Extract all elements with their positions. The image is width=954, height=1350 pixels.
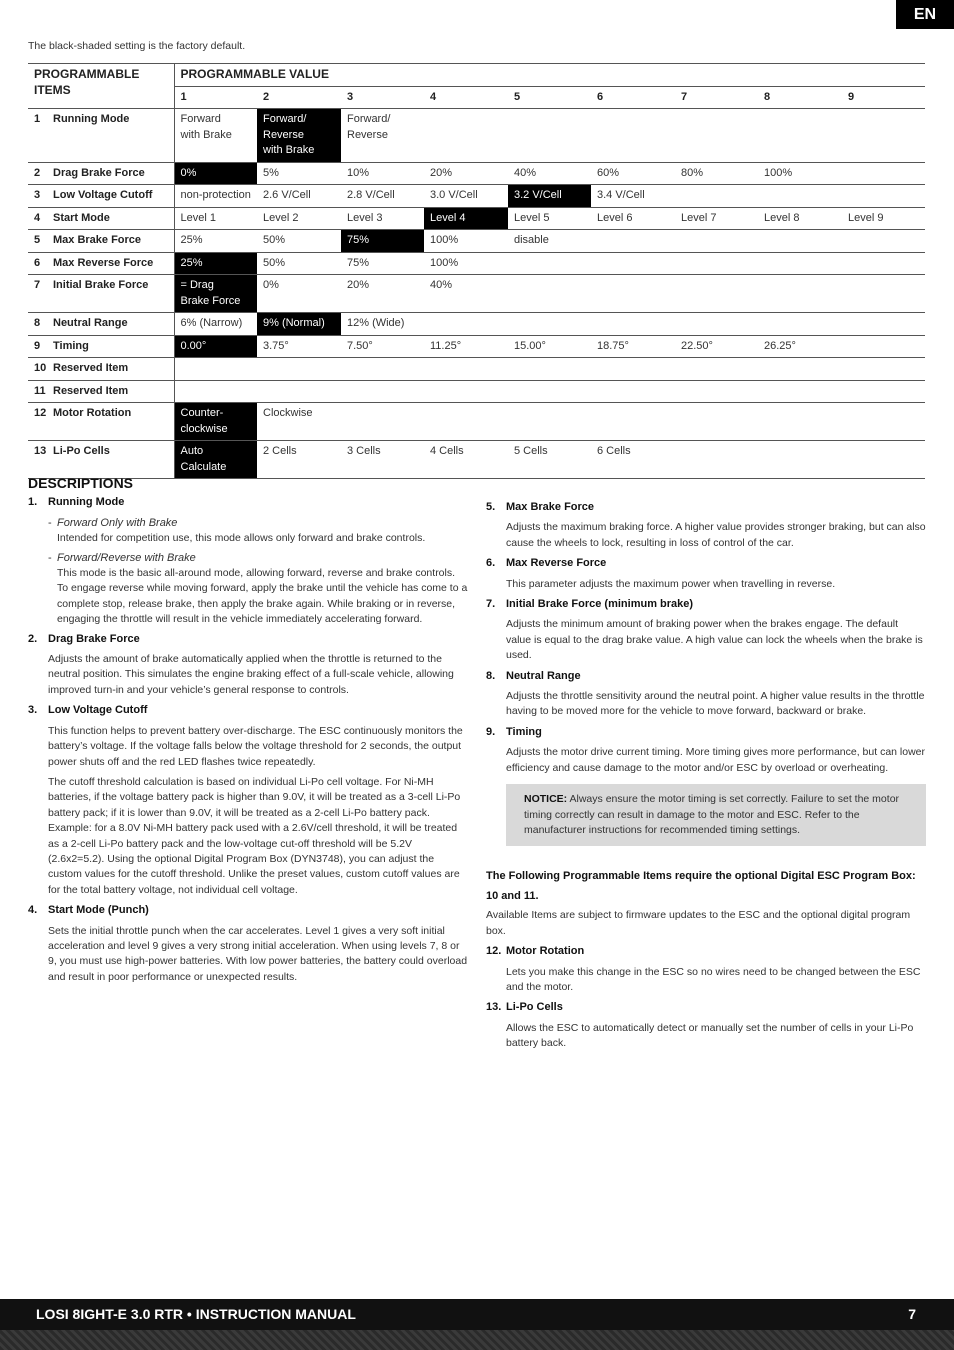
value-cell-default: Forward/ Reverse with Brake (257, 109, 341, 163)
descriptions-right-column (486, 497, 926, 1057)
value-cell: 0% (257, 275, 341, 313)
value-cell (675, 230, 758, 253)
value-cell: Forward/ Reverse (341, 109, 424, 163)
value-cell-default: 75% (341, 230, 424, 253)
table-row (28, 230, 925, 253)
value-cell (842, 185, 925, 208)
section-motor-rotation-text: Lets you make this change in the ESC so no wires need to be changed between the ESC and the motor. (506, 965, 921, 993)
value-cell: Level 2 (257, 207, 341, 230)
value-cell: non-protection (174, 185, 257, 208)
value-cell (591, 252, 675, 275)
value-cell (675, 109, 758, 163)
value-cell-default: = Drag Brake Force (174, 275, 257, 313)
value-cell (675, 441, 758, 479)
programmable-items-table (28, 63, 925, 479)
section-neutral-range-heading: 8. Neutral Range (486, 669, 581, 682)
value-cell: Level 1 (174, 207, 257, 230)
table-row (28, 441, 925, 479)
value-cell: 3.75° (257, 335, 341, 358)
value-cell (758, 403, 842, 441)
value-cell (675, 275, 758, 313)
value-cell: Clockwise (257, 403, 341, 441)
value-cell: 4 Cells (424, 441, 508, 479)
optional-items-text: Available Items are subject to firmware updates to the ESC and the optional digital program box. (486, 909, 911, 937)
column-number-3: 3 (341, 86, 424, 109)
value-cell: 2.8 V/Cell (341, 185, 424, 208)
value-cell (842, 313, 925, 336)
value-cell (508, 109, 591, 163)
column-number-5: 5 (508, 86, 591, 109)
manual-title: LOSI 8IGHT-E 3.0 RTR • INSTRUCTION MANUAL (36, 1306, 356, 1322)
page-number: 7 (908, 1306, 916, 1322)
column-number-1: 1 (174, 86, 257, 109)
value-cell: 11.25° (424, 335, 508, 358)
section-lipo-cells-text: Allows the ESC to automatically detect or manually set the number of cells in your Li-Po battery back. (506, 1021, 914, 1050)
section-running-mode-heading: 1. Running Mode (28, 496, 125, 509)
section-max-brake-text: Adjusts the maximum braking force. A higher value provides stronger braking, but can also cause the wheels to lock, resulting in loss of control of the car. (506, 521, 926, 549)
value-cell-empty (174, 380, 925, 403)
section-initial-brake-text: Adjusts the minimum amount of braking power when the brakes engage. The default value is equal to the drag brake value. A high value can lock the wheels when the brake is used. (506, 618, 923, 662)
section-lipo-cells-heading: 13. Li-Po Cells (486, 1001, 563, 1014)
value-cell-empty (174, 358, 925, 381)
notice-text: Always ensure the motor timing is set correctly. Failure to set the motor timing correctly can result in damage to the motor and ESC. Refer to the manufacturer instructions for recommended timing settings. (524, 793, 900, 836)
value-cell: 6% (Narrow) (174, 313, 257, 336)
value-cell: Level 6 (591, 207, 675, 230)
section-motor-rotation-heading: 12. Motor Rotation (486, 945, 585, 958)
item-name-cell: 3 Low Voltage Cutoff (28, 185, 174, 208)
value-cell (424, 403, 508, 441)
value-cell (424, 313, 508, 336)
value-cell: 12% (Wide) (341, 313, 424, 336)
item-name-cell: 11 Reserved Item (28, 380, 174, 403)
value-cell (758, 275, 842, 313)
section-drag-brake-text: Adjusts the amount of brake automatically applied when the throttle is returned to the neutral position. This simulates the engine braking effect of a full-scale vehicle, allowing improved turn-in and your vehicle’s general response to controls. (48, 653, 454, 696)
value-cell (675, 313, 758, 336)
section-initial-brake-heading: 7. Initial Brake Force (minimum brake) (486, 598, 694, 611)
value-cell (508, 252, 591, 275)
value-cell (508, 275, 591, 313)
table-row (28, 335, 925, 358)
item-name-cell: 8 Neutral Range (28, 313, 174, 336)
section-low-voltage-heading: 3. Low Voltage Cutoff (28, 704, 148, 717)
value-cell: 60% (591, 162, 675, 185)
value-cell (842, 109, 925, 163)
value-cell-default: Counter- clockwise (174, 403, 257, 441)
column-number-4: 4 (424, 86, 508, 109)
value-cell-default: 0.00° (174, 335, 257, 358)
item-name-cell: 10 Reserved Item (28, 358, 174, 381)
section-max-brake-heading: 5. Max Brake Force (486, 501, 595, 513)
value-cell: 2 Cells (257, 441, 341, 479)
notice-label: NOTICE: (524, 793, 568, 806)
running-mode-forward-reverse: - Forward/Reverse with Brake This mode is the basic all-around mode, allowing forward, reverse and brake controls. To engage reverse while moving forward, apply the brake until the vehicle has come to a complete stop, release brake, then apply the brake again. While braking or in reverse, engaging the throttle will result in the vehicle immediately accelerating forward. (48, 551, 468, 626)
value-cell: 25% (174, 230, 257, 253)
value-cell-default: 9% (Normal) (257, 313, 341, 336)
item-name-cell: 5 Max Brake Force (28, 230, 174, 253)
column-number-6: 6 (591, 86, 675, 109)
value-cell: disable (508, 230, 591, 253)
value-cell: 20% (424, 162, 508, 185)
value-cell (675, 185, 758, 208)
section-max-reverse-text: This parameter adjusts the maximum power when travelling in reverse. (506, 577, 836, 590)
value-cell: 26.25° (758, 335, 842, 358)
item-name-cell: 6 Max Reverse Force (28, 252, 174, 275)
value-cell (842, 275, 925, 313)
section-drag-brake-heading: 2. Drag Brake Force (28, 632, 140, 645)
item-name-cell: 13 Li-Po Cells (28, 441, 174, 479)
value-cell (341, 403, 424, 441)
value-cell: 5 Cells (508, 441, 591, 479)
value-cell: 15.00° (508, 335, 591, 358)
value-cell: 6 Cells (591, 441, 675, 479)
value-cell (842, 252, 925, 275)
value-cell (758, 230, 842, 253)
value-cell: 75% (341, 252, 424, 275)
value-cell-default: 3.2 V/Cell (508, 185, 591, 208)
table-row (28, 185, 925, 208)
value-cell: Forward with Brake (174, 109, 257, 163)
page-footer (0, 1299, 954, 1350)
descriptions-title: DESCRIPTIONS (28, 475, 134, 491)
value-cell (675, 403, 758, 441)
table-row (28, 313, 925, 336)
value-cell: 80% (675, 162, 758, 185)
value-cell (758, 185, 842, 208)
table-row (28, 109, 925, 163)
value-cell-default: 0% (174, 162, 257, 185)
section-timing-text: Adjusts the motor drive current timing. More timing gives more performance, but can lower efficiency and cause damage to the motor and/or ESC by overload or overheating. (506, 746, 926, 774)
section-max-reverse-heading: 6. Max Reverse Force (486, 557, 607, 570)
value-cell (591, 403, 675, 441)
column-number-7: 7 (675, 86, 758, 109)
value-cell-default: 25% (174, 252, 257, 275)
section-start-mode-heading: 4. Start Mode (Punch) (28, 904, 149, 917)
section-neutral-range-text: Adjusts the throttle sensitivity around the neutral point. A higher value results in the throttle having to be moved more for the vehicle to move forward, backward or brake. (506, 690, 925, 718)
value-cell: Level 7 (675, 207, 758, 230)
column-number-8: 8 (758, 86, 842, 109)
value-cell: Level 9 (842, 207, 925, 230)
item-name-cell: 7 Initial Brake Force (28, 275, 174, 313)
notice-box (506, 784, 926, 846)
table-row (28, 358, 925, 381)
column-number-2: 2 (257, 86, 341, 109)
value-cell: 100% (758, 162, 842, 185)
header-programmable-value: PROGRAMMABLE VALUE (174, 64, 925, 87)
value-cell (842, 162, 925, 185)
value-cell (508, 403, 591, 441)
value-cell: Level 5 (508, 207, 591, 230)
descriptions-left-column (28, 476, 468, 990)
value-cell: 3.4 V/Cell (591, 185, 675, 208)
value-cell: 100% (424, 252, 508, 275)
value-cell: 22.50° (675, 335, 758, 358)
value-cell: 100% (424, 230, 508, 253)
table-row (28, 207, 925, 230)
value-cell (758, 252, 842, 275)
value-cell: 2.6 V/Cell (257, 185, 341, 208)
value-cell (842, 441, 925, 479)
value-cell (758, 441, 842, 479)
value-cell (508, 313, 591, 336)
item-name-cell: 1 Running Mode (28, 109, 174, 163)
value-cell (842, 230, 925, 253)
value-cell (591, 275, 675, 313)
item-name-cell: 2 Drag Brake Force (28, 162, 174, 185)
value-cell (675, 252, 758, 275)
value-cell-default: Auto Calculate (174, 441, 257, 479)
value-cell: 3.0 V/Cell (424, 185, 508, 208)
table-row (28, 252, 925, 275)
item-name-cell: 12 Motor Rotation (28, 403, 174, 441)
value-cell: Level 8 (758, 207, 842, 230)
value-cell-default: Level 4 (424, 207, 508, 230)
value-cell (591, 313, 675, 336)
value-cell: 18.75° (591, 335, 675, 358)
section-timing-heading: 9. Timing (486, 725, 542, 738)
item-name-cell: 9 Timing (28, 335, 174, 358)
table-row (28, 275, 925, 313)
value-cell: 5% (257, 162, 341, 185)
value-cell (591, 230, 675, 253)
value-cell (424, 109, 508, 163)
language-tab: EN (896, 0, 954, 29)
header-programmable-items: PROGRAMMABLE ITEMS (28, 64, 174, 109)
value-cell (591, 109, 675, 163)
item-name-cell: 4 Start Mode (28, 207, 174, 230)
value-cell: 50% (257, 252, 341, 275)
factory-default-note: The black-shaded setting is the factory default. (28, 40, 246, 52)
value-cell: 20% (341, 275, 424, 313)
value-cell: 40% (424, 275, 508, 313)
value-cell: 7.50° (341, 335, 424, 358)
section-low-voltage-text-2: The cutoff threshold calculation is based on individual Li-Po cell voltage. For Ni-MH batteries, if the voltage battery pack is higher than 9.0V, it will be treated as a 3-cell Li-Po battery pack; if it is lower than 9.0V, it will be treated as a 2-cell Li-Po battery pack. Example: for a 8.0V Ni-MH battery pack used with a 2.6V/cell threshold, it will be treated as a 2-cell Li-Po battery pack and the low-voltage cut-off threshold will be 5.2V (2.6x2=5.2). Using the optional Digital Program Box (DYN3748), you can adjust the custom values for the cutoff threshold. Unlike the preset values, custom cutoff values are for the total battery voltage, not individual cell voltage. (48, 775, 461, 896)
value-cell (758, 313, 842, 336)
value-cell: Level 3 (341, 207, 424, 230)
value-cell (758, 109, 842, 163)
value-cell: 10% (341, 162, 424, 185)
running-mode-forward-only: - Forward Only with Brake Intended for competition use, this mode allows only forward and brake controls. (48, 516, 426, 545)
value-cell: 50% (257, 230, 341, 253)
section-low-voltage-text-1: This function helps to prevent battery over-discharge. The ESC continuously monitors the battery’s voltage. If the voltage falls below the voltage threshold for 2 seconds, the output power shuts off and the red LED flashes twice repeatedly. (48, 724, 463, 768)
column-number-9: 9 (842, 86, 925, 109)
table-row (28, 162, 925, 185)
table-row (28, 380, 925, 403)
table-row (28, 403, 925, 441)
value-cell: 40% (508, 162, 591, 185)
section-start-mode-text: Sets the initial throttle punch when the car accelerates. Level 1 gives a very soft initial acceleration and level 9 gives a very strong initial acceleration. When using levels 7, 8 or 9, you must use high-power batteries. With low power batteries, the battery could overload and result in poor performance or unexpected results. (48, 924, 468, 983)
value-cell: 3 Cells (341, 441, 424, 479)
optional-items-heading: The Following Programmable Items require the optional Digital ESC Program Box: 10 and 11. (486, 870, 916, 903)
value-cell (842, 335, 925, 358)
value-cell (842, 403, 925, 441)
